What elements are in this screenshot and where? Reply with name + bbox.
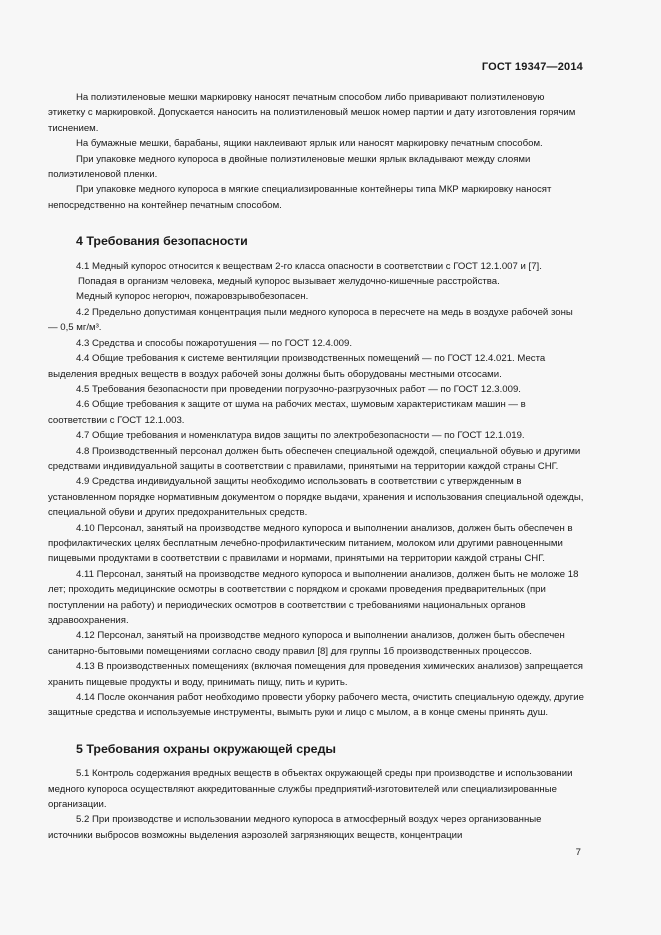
paragraph: 4.4 Общие требования к системе вентиляции производственных помещений — по ГОСТ 12.4.021. Места выделения вредных веществ в воздух рабочей зоны должны быть оборудованы местными отсосами. [48,353,546,380]
paragraph: При упаковке медного купороса в мягкие специализированные контейнеры типа МКР маркировку наносят непосредственно на контейнер печатным способом. [48,184,552,211]
paragraph: 4.7 Общие требования и номенклатура видов защиты по электробезопасности — по ГОСТ 12.1.019. [76,430,525,442]
paragraph: 4.12 Персонал, занятый на производстве медного купороса и выполнении анализов, должен быть обеспечен санитарно-бытовыми помещениями согласно своду правил [8] для группы 1б производственных процессов. [48,630,565,657]
paragraph: 4.10 Персонал, занятый на производстве медного купороса и выполнении анализов, должен быть обеспечен в профилактических целях бесплатным лечебно-профилактическим питанием, молоком или другими равноценными пищевыми продуктами в соответствии с правилами и нормами, принятыми на территории каждой страны СНГ. [48,522,573,565]
paragraph: 4.11 Персонал, занятый на производстве медного купороса и выполнении анализов, должен быть не моложе 18 лет; проходить медицинские осмотры в соответствии с порядком и сроками проведения предварительных (при поступлении на работу) и периодических осмотров в соответствии с требованиями национальных органов здравоохранения. [48,568,579,626]
paragraph: При упаковке медного купороса в двойные полиэтиленовые мешки ярлык вкладывают между слоями полиэтиленовой пленки. [48,153,531,181]
paragraph: 5.2 При производстве и использовании медного купороса в атмосферный воздух через организованные источники выбросов возможны выделения аэрозолей загрязняющих веществ, концентрации [48,814,542,841]
paragraph: 4.2 Предельно допустимая концентрация пыли медного купороса в пересчете на медь в воздухе рабочей зоны — 0,5 мг/м³. [48,306,573,334]
paragraph: На полиэтиленовые мешки маркировку наносят печатным способом либо приваривают полиэтиленовую этикетку с маркировкой. Допускается наносить на полиэтиленовый мешок номер партии и дату изготовления горячим тиснением. [48,92,576,134]
paragraph: Попадая в организм человека, медный купорос вызывает желудочно-кишечные расстройства. [78,276,500,288]
paragraph: На бумажные мешки, барабаны, ящики наклеивают ярлык или наносят маркировку печатным способом. [76,138,543,150]
paragraph: 4.9 Средства индивидуальной защиты необходимо использовать в соответствии с утвержденным в установленном порядке нормативным документом о порядке выдачи, хранения и использования специальной одежды, специальной обуви и других предохранительных средств. [48,476,584,519]
paragraph: Медный купорос негорюч, пожаровзрывобезопасен. [76,291,309,303]
document-header: ГОСТ 19347—2014 [481,61,583,73]
page-number: 7 [575,847,581,858]
section-title: 5 Требования охраны окружающей среды [76,741,337,756]
paragraph: 4.6 Общие требования к защите от шума на рабочих местах, шумовым характеристикам машин — в соответствии с ГОСТ 12.1.003. [48,399,526,426]
paragraph: 4.8 Производственный персонал должен быть обеспечен специальной одеждой, специальной обувью и другими средствами индивидуальной защиты в соответствии с правилами, принятыми на территории каждой страны СНГ. [48,445,581,472]
section-title: 4 Требования безопасности [76,234,248,249]
paragraph: 4.3 Средства и способы пожаротушения — по ГОСТ 12.4.009. [76,337,353,349]
document-body [48,90,584,843]
paragraph: 4.5 Требования безопасности при проведении погрузочно-разгрузочных работ — по ГОСТ 12.3.009. [76,383,521,395]
paragraph: 4.14 После окончания работ необходимо провести уборку рабочего места, очистить специальную одежду, другие защитные средства и используемые инструменты, вымыть руки и лицо с мылом, а в конце смены принять душ. [48,692,584,719]
paragraph: 5.1 Контроль содержания вредных веществ в объектах окружающей среды при производстве и использовании медного купороса осуществляют аккредитованные службы предприятий-изготовителей или специализированные организации. [48,768,573,811]
paragraph: 4.13 В производственных помещениях (включая помещения для проведения химических анализов) запрещается хранить пищевые продукты и воду, принимать пищу, пить и курить. [48,661,583,688]
paragraph: 4.1 Медный купорос относится к веществам 2-го класса опасности в соответствии с ГОСТ 12.1.007 и [7]. [76,260,542,272]
